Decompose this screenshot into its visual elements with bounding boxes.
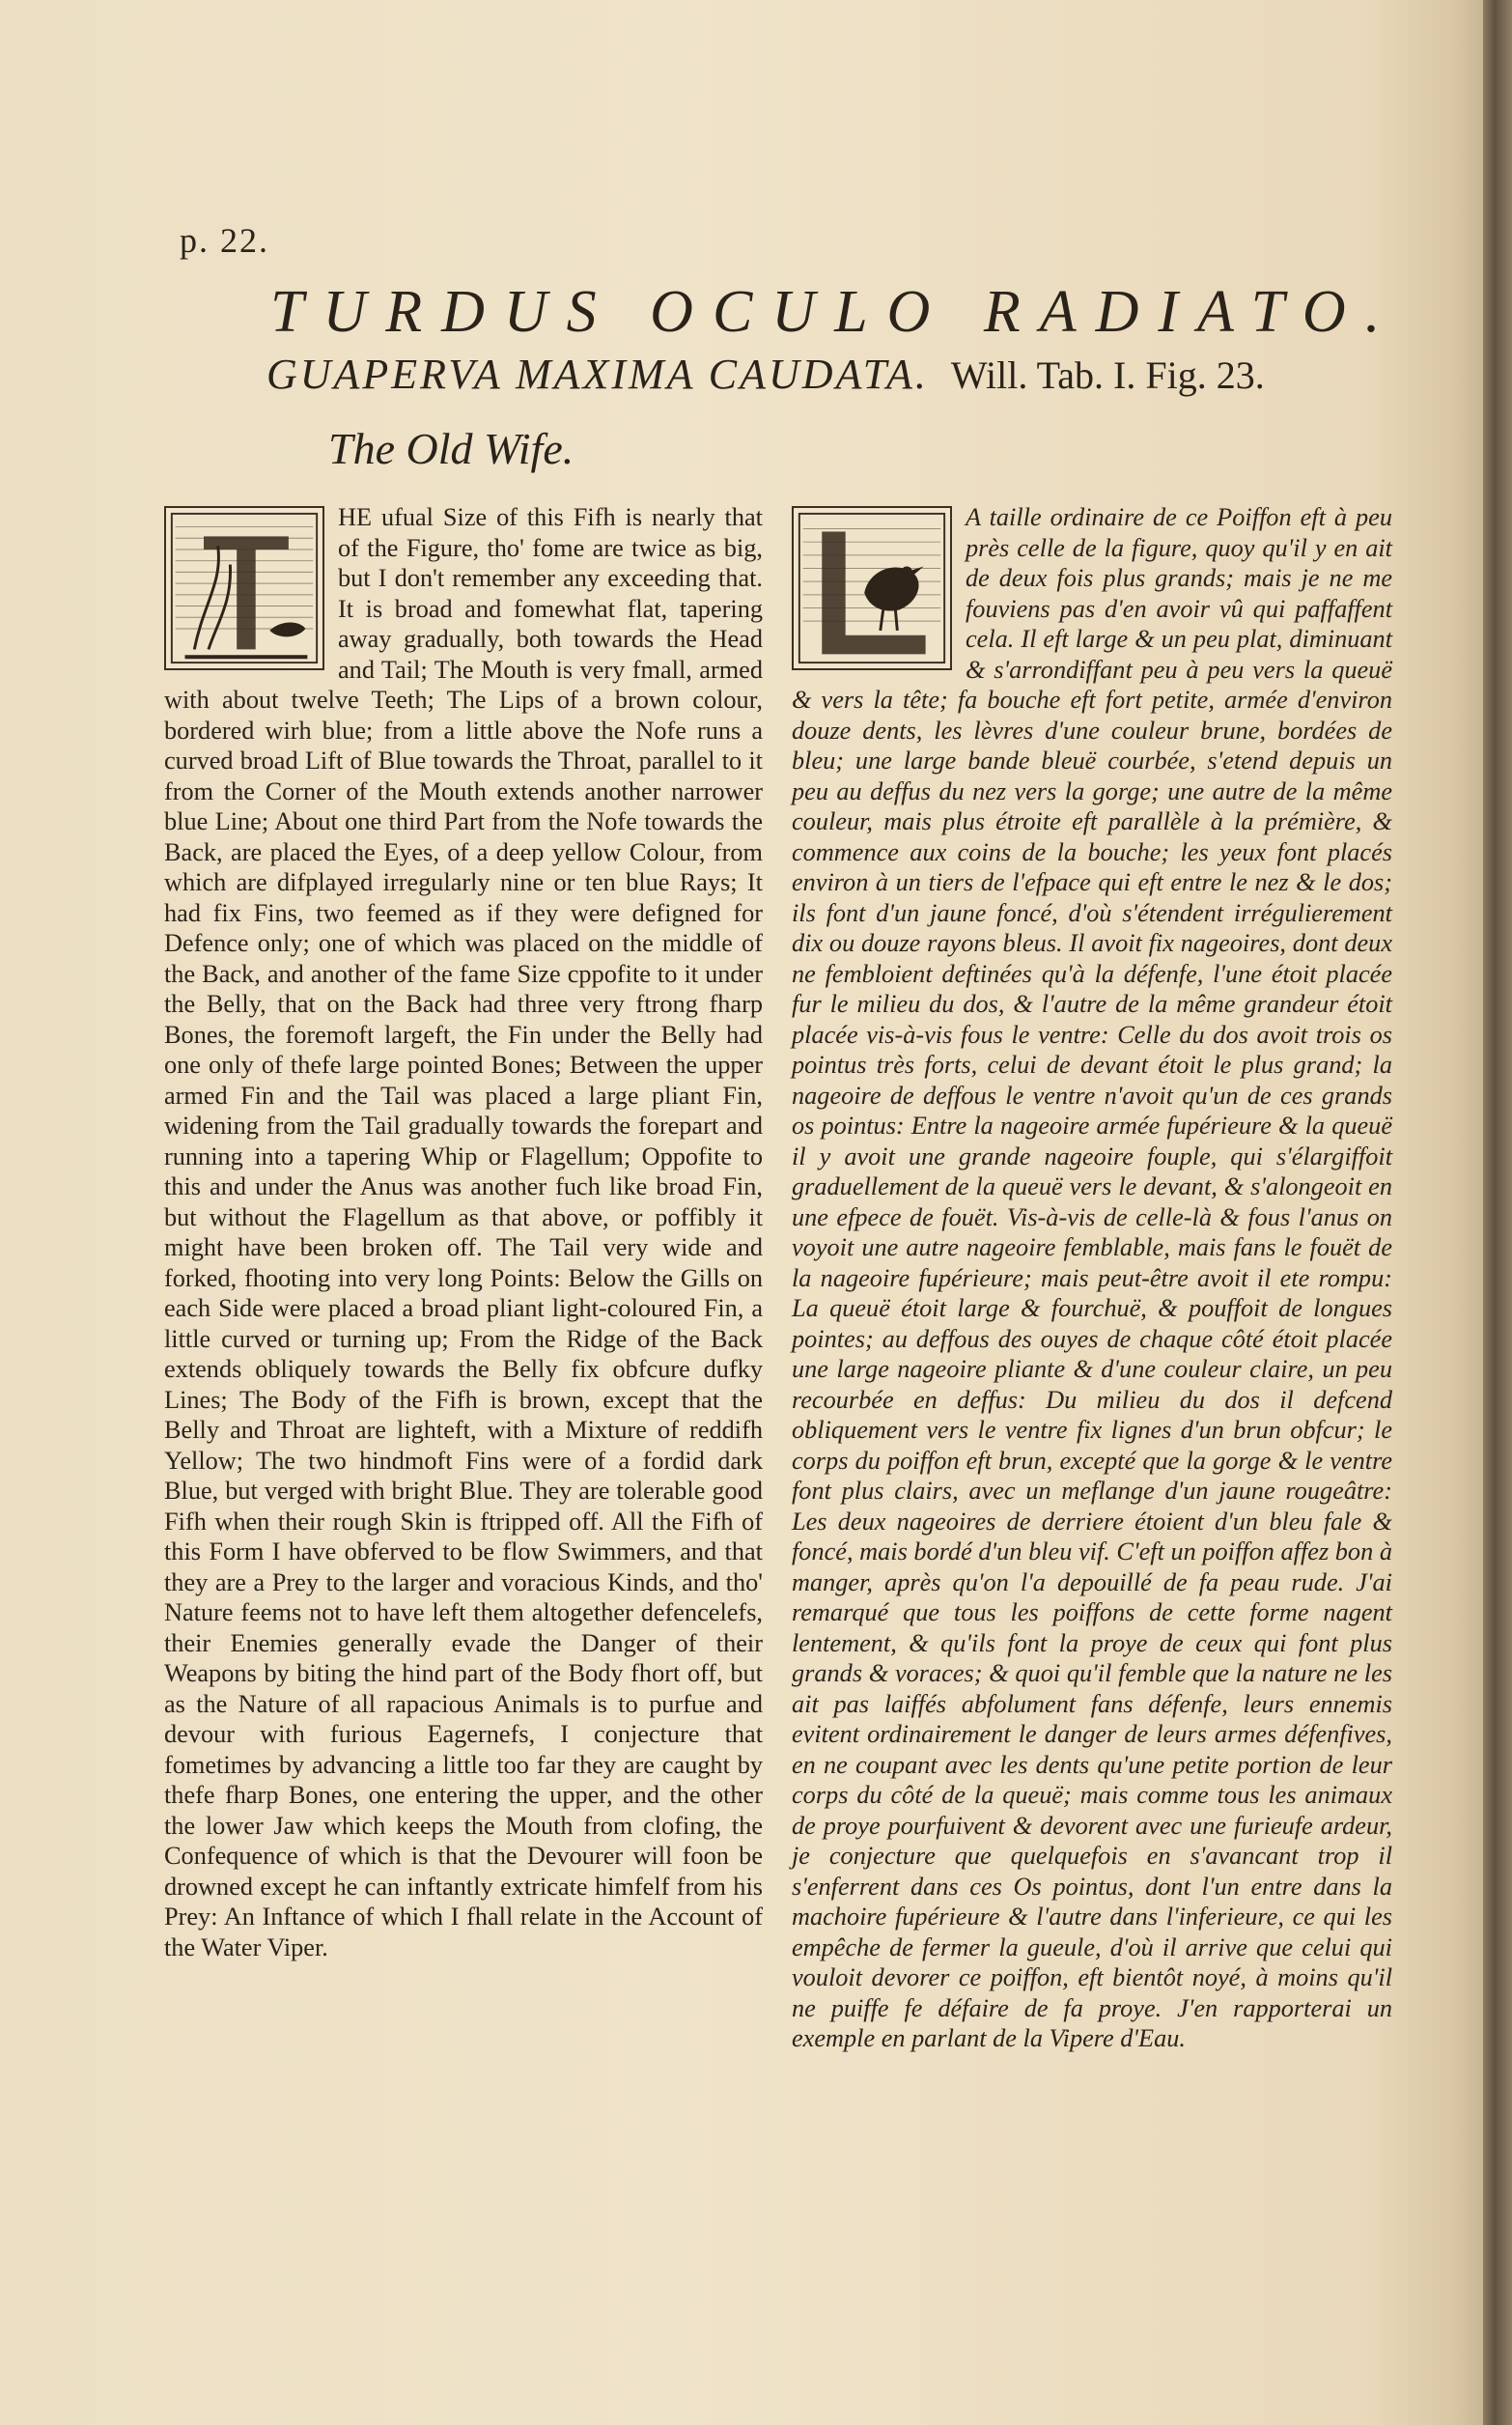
subtitle-reference: Will. Tab. I. Fig. 23.: [950, 353, 1265, 397]
subtitle-latin: GUAPERVA MAXIMA CAUDATA.: [266, 351, 929, 398]
drop-cap-illustration: [166, 508, 322, 668]
french-column: [792, 502, 1392, 2054]
page-title: TURDUS OCULO RADIATO.: [270, 279, 1400, 345]
drop-cap-bird-illustration: [794, 508, 950, 668]
subtitle: [266, 350, 1329, 399]
english-column: [164, 502, 763, 1962]
english-name: The Old Wife.: [328, 424, 574, 473]
english-body-text: HE ufual Size of this Fifh is nearly that of the Figure, tho' fome are twice as big, but I don't remember any exceeding that. It is broad and fomewhat flat, tapering away gradually, both towards the Head and Tail; The Mouth is very fmall, armed with about twelve Teeth; The Lips of a brown colour, bordered wirh blue; from a little above the Nofe runs a curved broad Lift of Blue towards the Throat, parallel to it from the Corner of the Mouth extends another narrower blue Line; About one third Part from the Nofe towards the Back, are placed the Eyes, of a deep yellow Colour, from which are difplayed irregularly nine or ten blue Rays; It had fix Fins, two feemed as if they were defigned for Defence only; one of which was placed on the middle of the Back, and another of the fame Size cppofite to it under the Belly, that on the Back had three very ftrong fharp Bones, the foremoft largeft, the Fin under the Belly had one only of thefe large pointed Bones; Between the upper armed Fin and the Tail was placed a large pliant Fin, widening from the Tail gradually towards the forepart and running into a tapering Whip or Flagellum; Oppofite to this and under the Anus was another fuch like broad Fin, but without the Flagellum as that above, or poffibly it might have been broken off. The Tail very wide and forked, fhooting into very long Points: Below the Gills on each Side were placed a broad pliant light-coloured Fin, a little curved or turning up; From the Ridge of the Back extends obliquely towards the Belly fix obfcure dufky Lines; The Body of the Fifh is brown, except that the Belly and Throat are lighteft, with a Mixture of reddifh Yellow; The two hindmoft Fins were of a fordid dark Blue, but verged with bright Blue. They are tolerable good Fifh when their rough Skin is ftripped off. All the Fifh of this Form I have obferved to be flow Swimmers, and that they are a Prey to the larger and voracious Kinds, and tho' Nature feems not to have left them altogether defencelefs, their Enemies generally evade the Danger of their Weapons by biting the hind part of the Body fhort off, but as the Nature of all rapacious Animals is to purfue and devour with furious Eagernefs, I conjecture that fometimes by advancing a little too far they are caught by thefe fharp Bones, one entering the upper, and the other the lower Jaw which keeps the Mouth from clofing, the Confequence of which is that the Devourer will foon be drowned except he can inftantly extricate himfelf from his Prey: An Inftance of which I fhall relate in the Account of the Water Viper.: [164, 503, 763, 1961]
drop-cap-t-engraving: [164, 506, 324, 670]
drop-cap-l-engraving: [792, 506, 952, 670]
page-edge: [1483, 0, 1512, 2425]
page-reference: p. 22.: [180, 221, 269, 260]
french-body-text: A taille ordinaire de ce Poiffon eft à peu près celle de la figure, quoy qu'il y en ait de deux fois plus grands; mais je ne me fouviens pas d'en avoir vû qui paffaffent cela. Il eft large & un peu plat, diminuant & s'arrondiffant peu à peu vers la queuë & vers la tête; fa bouche eft fort petite, armée d'environ douze dents, les lèvres d'une couleur brune, bordées de bleu; une large bande bleuë courbée, s'etend depuis un peu au deffus du nez vers la gorge; une autre de la même couleur, mais plus étroite eft parallèle à la prémière, & commence aux coins de la bouche; les yeux font placés environ à un tiers de l'efpace qui eft entre le nez & le dos; ils font d'un jaune foncé, d'où s'étendent irrégulierement dix ou douze rayons bleus. Il avoit fix nageoires, dont deux ne fembloient deftinées qu'à la défenfe, l'une étoit placée fur le milieu du dos, & l'autre de la même grandeur étoit placée vis-à-vis fous le ventre: Celle du dos avoit trois os pointus très forts, celui de devant étoit le plus grand; la nageoire de deffous le ventre n'avoit qu'un de ces grands os pointus: Entre la nageoire armée fupérieure & la queuë il y avoit une grande nageoire fouple, qui s'élargiffoit graduellement de la queuë vers le devant, & s'alongeoit en une efpece de fouët. Vis-à-vis de celle-là & fous l'anus on voyoit une autre nageoire femblable, mais fans le fouët de la nageoire fupérieure; mais peut-être avoit il ete rompu: La queuë étoit large & fourchuë, & pouffoit de longues pointes; au deffous des ouyes de chaque côté étoit placée une large nageoire pliante & d'une couleur claire, un peu recourbée en deffus: Du milieu du dos il defcend obliquement vers le ventre fix lignes d'un brun obfcur; le corps du poiffon eft brun, excepté que la gorge & le ventre font plus clairs, avec un meflange d'un jaune rougeâtre: Les deux nageoires de derriere étoient d'un bleu fale & foncé, mais bordé d'un bleu vif. C'eft un poiffon affez bon à manger, après qu'on l'a depouillé de fa peau rude. J'ai remarqué que tous les poiffons de cette forme nagent lentement, & qu'ils font la proye de ceux qui font plus grands & voraces; & quoi qu'il femble que la nature ne les ait pas laiffés abfolument fans défenfe, leurs ennemis evitent ordinairement le danger de leurs armes défenfives, en ne coupant avec les dents qu'une petite portion de leur corps du côté de la queuë; mais comme tous les animaux de proye pourfuivent & devorent avec une furieufe ardeur, je conjecture que quelquefois en s'avancant trop il s'enferrent dans ces Os pointus, dont l'un entre dans la machoire fupérieure & l'autre dans l'inferieure, ce qui les empêche de fermer la gueule, d'où il arrive que celui qui vouloit devorer ce poiffon, eft bientôt noyé, à moins qu'il ne puiffe fe défaire de fa proye. J'en rapporterai un exemple en parlant de la Vipere d'Eau.: [792, 503, 1392, 2052]
